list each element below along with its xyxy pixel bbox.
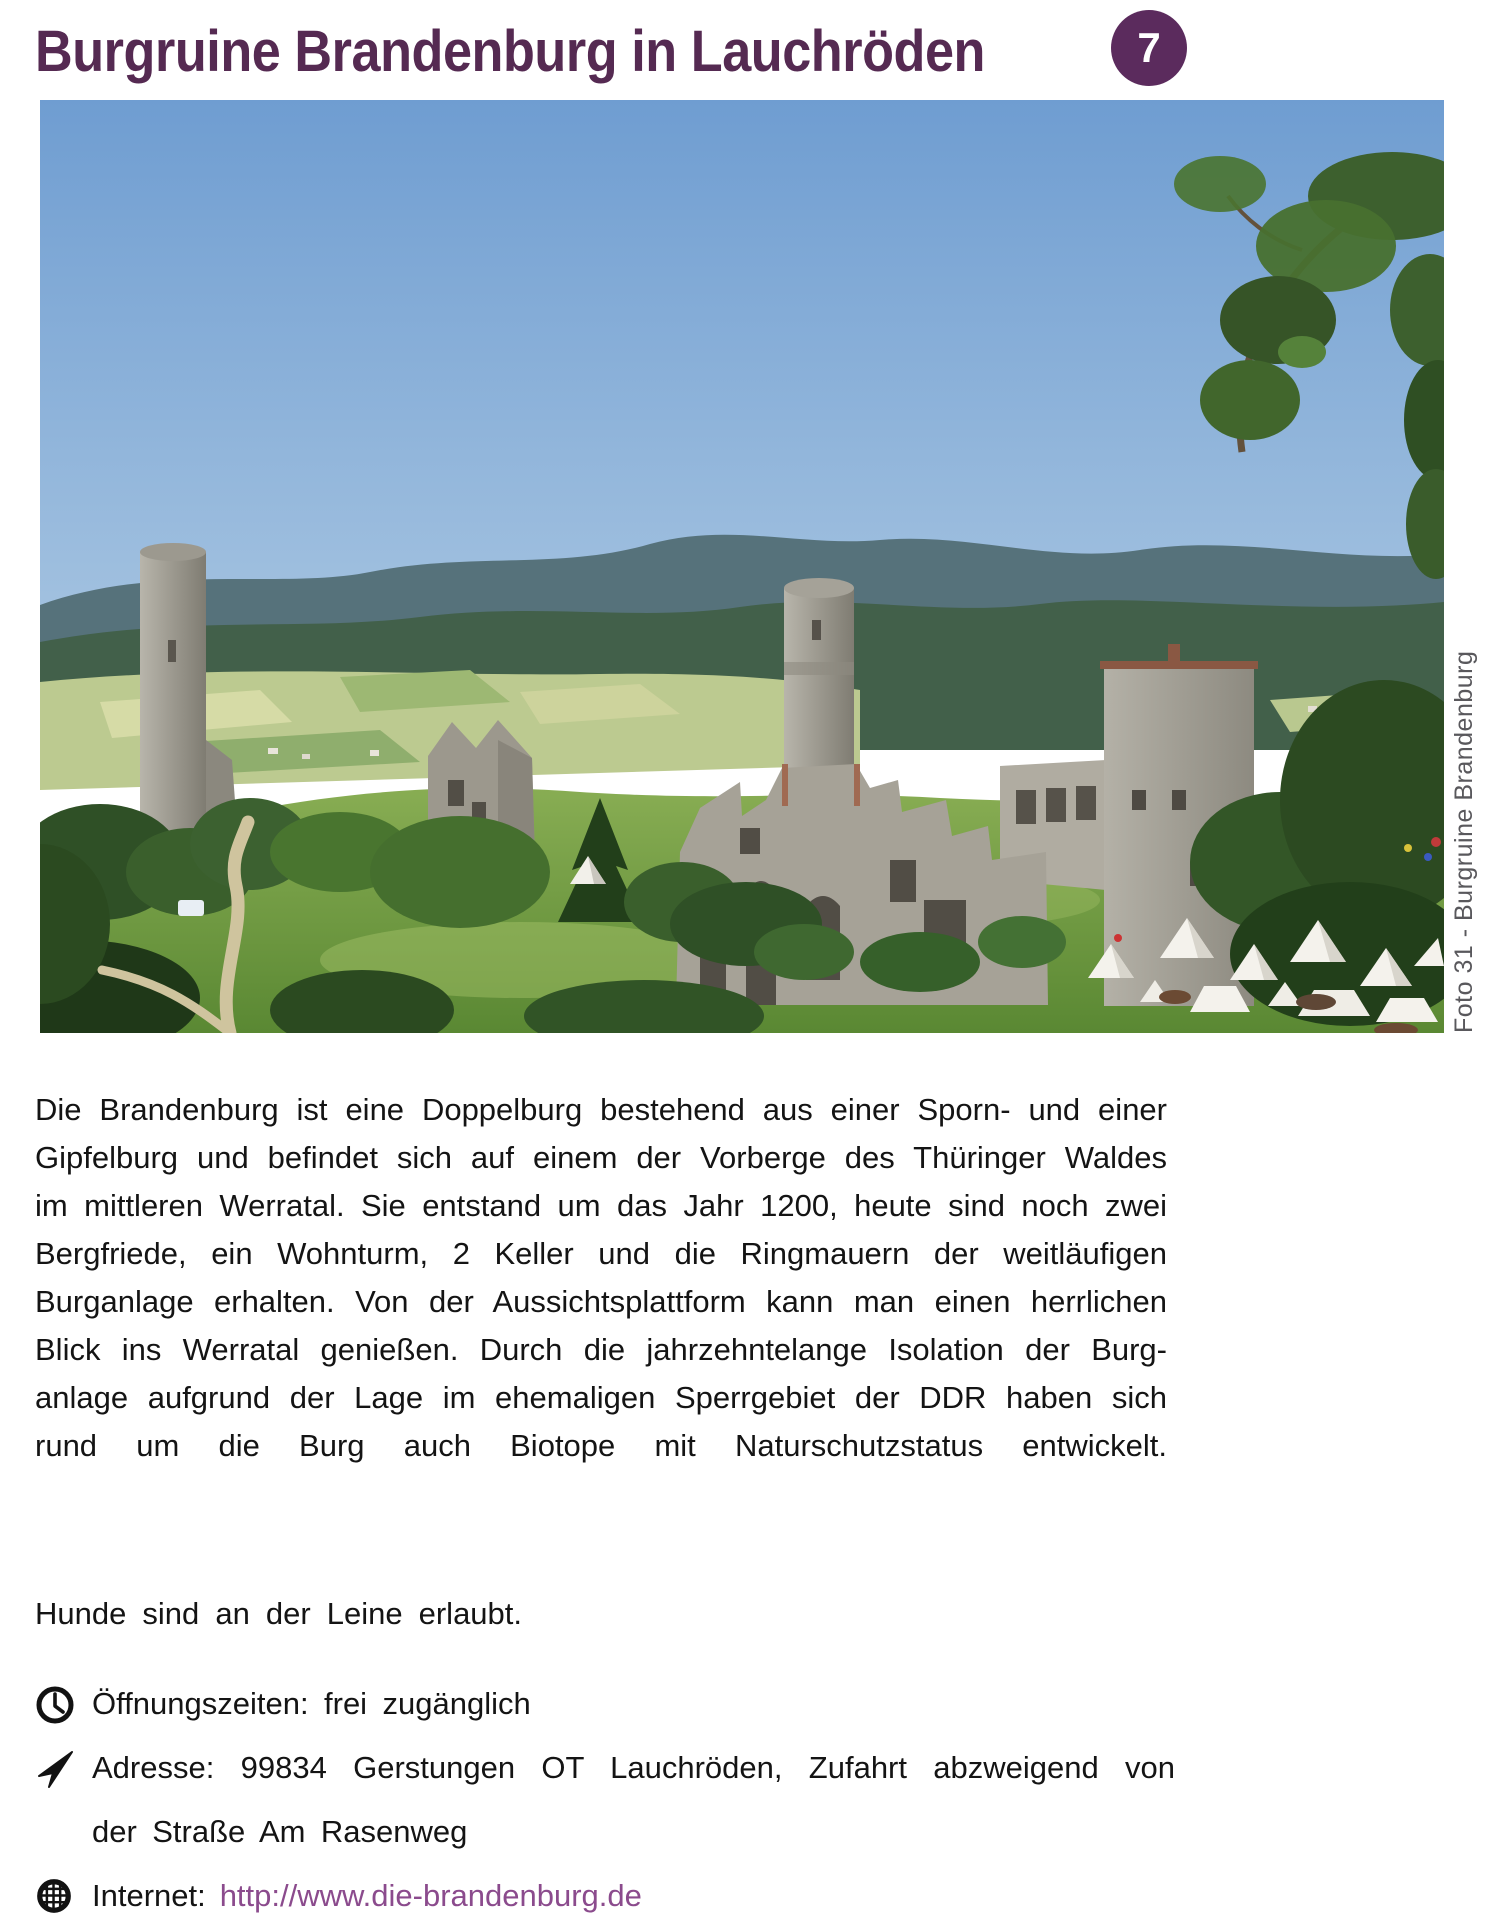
paragraph-line: im mittleren Werratal. Sie entstand um das Jahr 1200, heute sind noch zwei [35, 1188, 1167, 1223]
page-title: Burgruine Brandenburg in Lauchröden [35, 18, 985, 84]
clock-icon [35, 1672, 92, 1725]
internet-label: Internet: [92, 1878, 206, 1913]
globe-icon [35, 1864, 92, 1915]
address-text [92, 1736, 1175, 1864]
navigation-arrow-icon [35, 1736, 92, 1789]
address-line-2: der Straße Am Rasenweg [92, 1814, 468, 1849]
page-header [35, 8, 1091, 94]
internet-text [92, 1864, 1175, 1923]
opening-hours-row [35, 1672, 1175, 1736]
dogs-note: Hunde sind an der Leine erlaubt. [35, 1596, 523, 1631]
article-paragraph [35, 1086, 1167, 1470]
paragraph-line: Blick ins Werratal genießen. Durch die jahrzehntelange Isolation der Burg- [35, 1332, 1167, 1367]
paragraph-line: anlage aufgrund der Lage im ehemaligen Sperrgebiet der DDR haben sich [35, 1380, 1167, 1415]
castle-round-tower-center [784, 578, 854, 778]
address-line-1: Adresse: 99834 Gerstungen OT Lauchröden, Zufahrt abzweigend von [92, 1750, 1175, 1785]
paragraph-line: Bergfriede, ein Wohnturm, 2 Keller und die Ringmauern der weitläufigen [35, 1236, 1167, 1271]
castle-photo-illustration [40, 100, 1444, 1033]
info-list [35, 1672, 1175, 1923]
castle-photo [40, 100, 1444, 1033]
internet-row [35, 1864, 1175, 1923]
address-row [35, 1736, 1175, 1864]
paragraph-line: Gipfelburg und befindet sich auf einem der Vorberge des Thüringer Waldes [35, 1140, 1167, 1175]
opening-hours-text: Öffnungszeiten: frei zugänglich [92, 1686, 531, 1721]
number-badge: 7 [1111, 10, 1187, 86]
photo-caption: Foto 31 - Burgruine Brandenburg [1450, 650, 1478, 1033]
paragraph-line: Die Brandenburg ist eine Doppelburg bestehend aus einer Sporn- und einer [35, 1092, 1167, 1127]
website-link[interactable]: http://www.die-brandenburg.de [219, 1878, 642, 1913]
paragraph-line: rund um die Burg auch Biotope mit Naturschutzstatus entwickelt. [35, 1428, 1167, 1463]
paragraph-line: Burganlage erhalten. Von der Aussichtsplattform kann man einen herrlichen [35, 1284, 1167, 1319]
